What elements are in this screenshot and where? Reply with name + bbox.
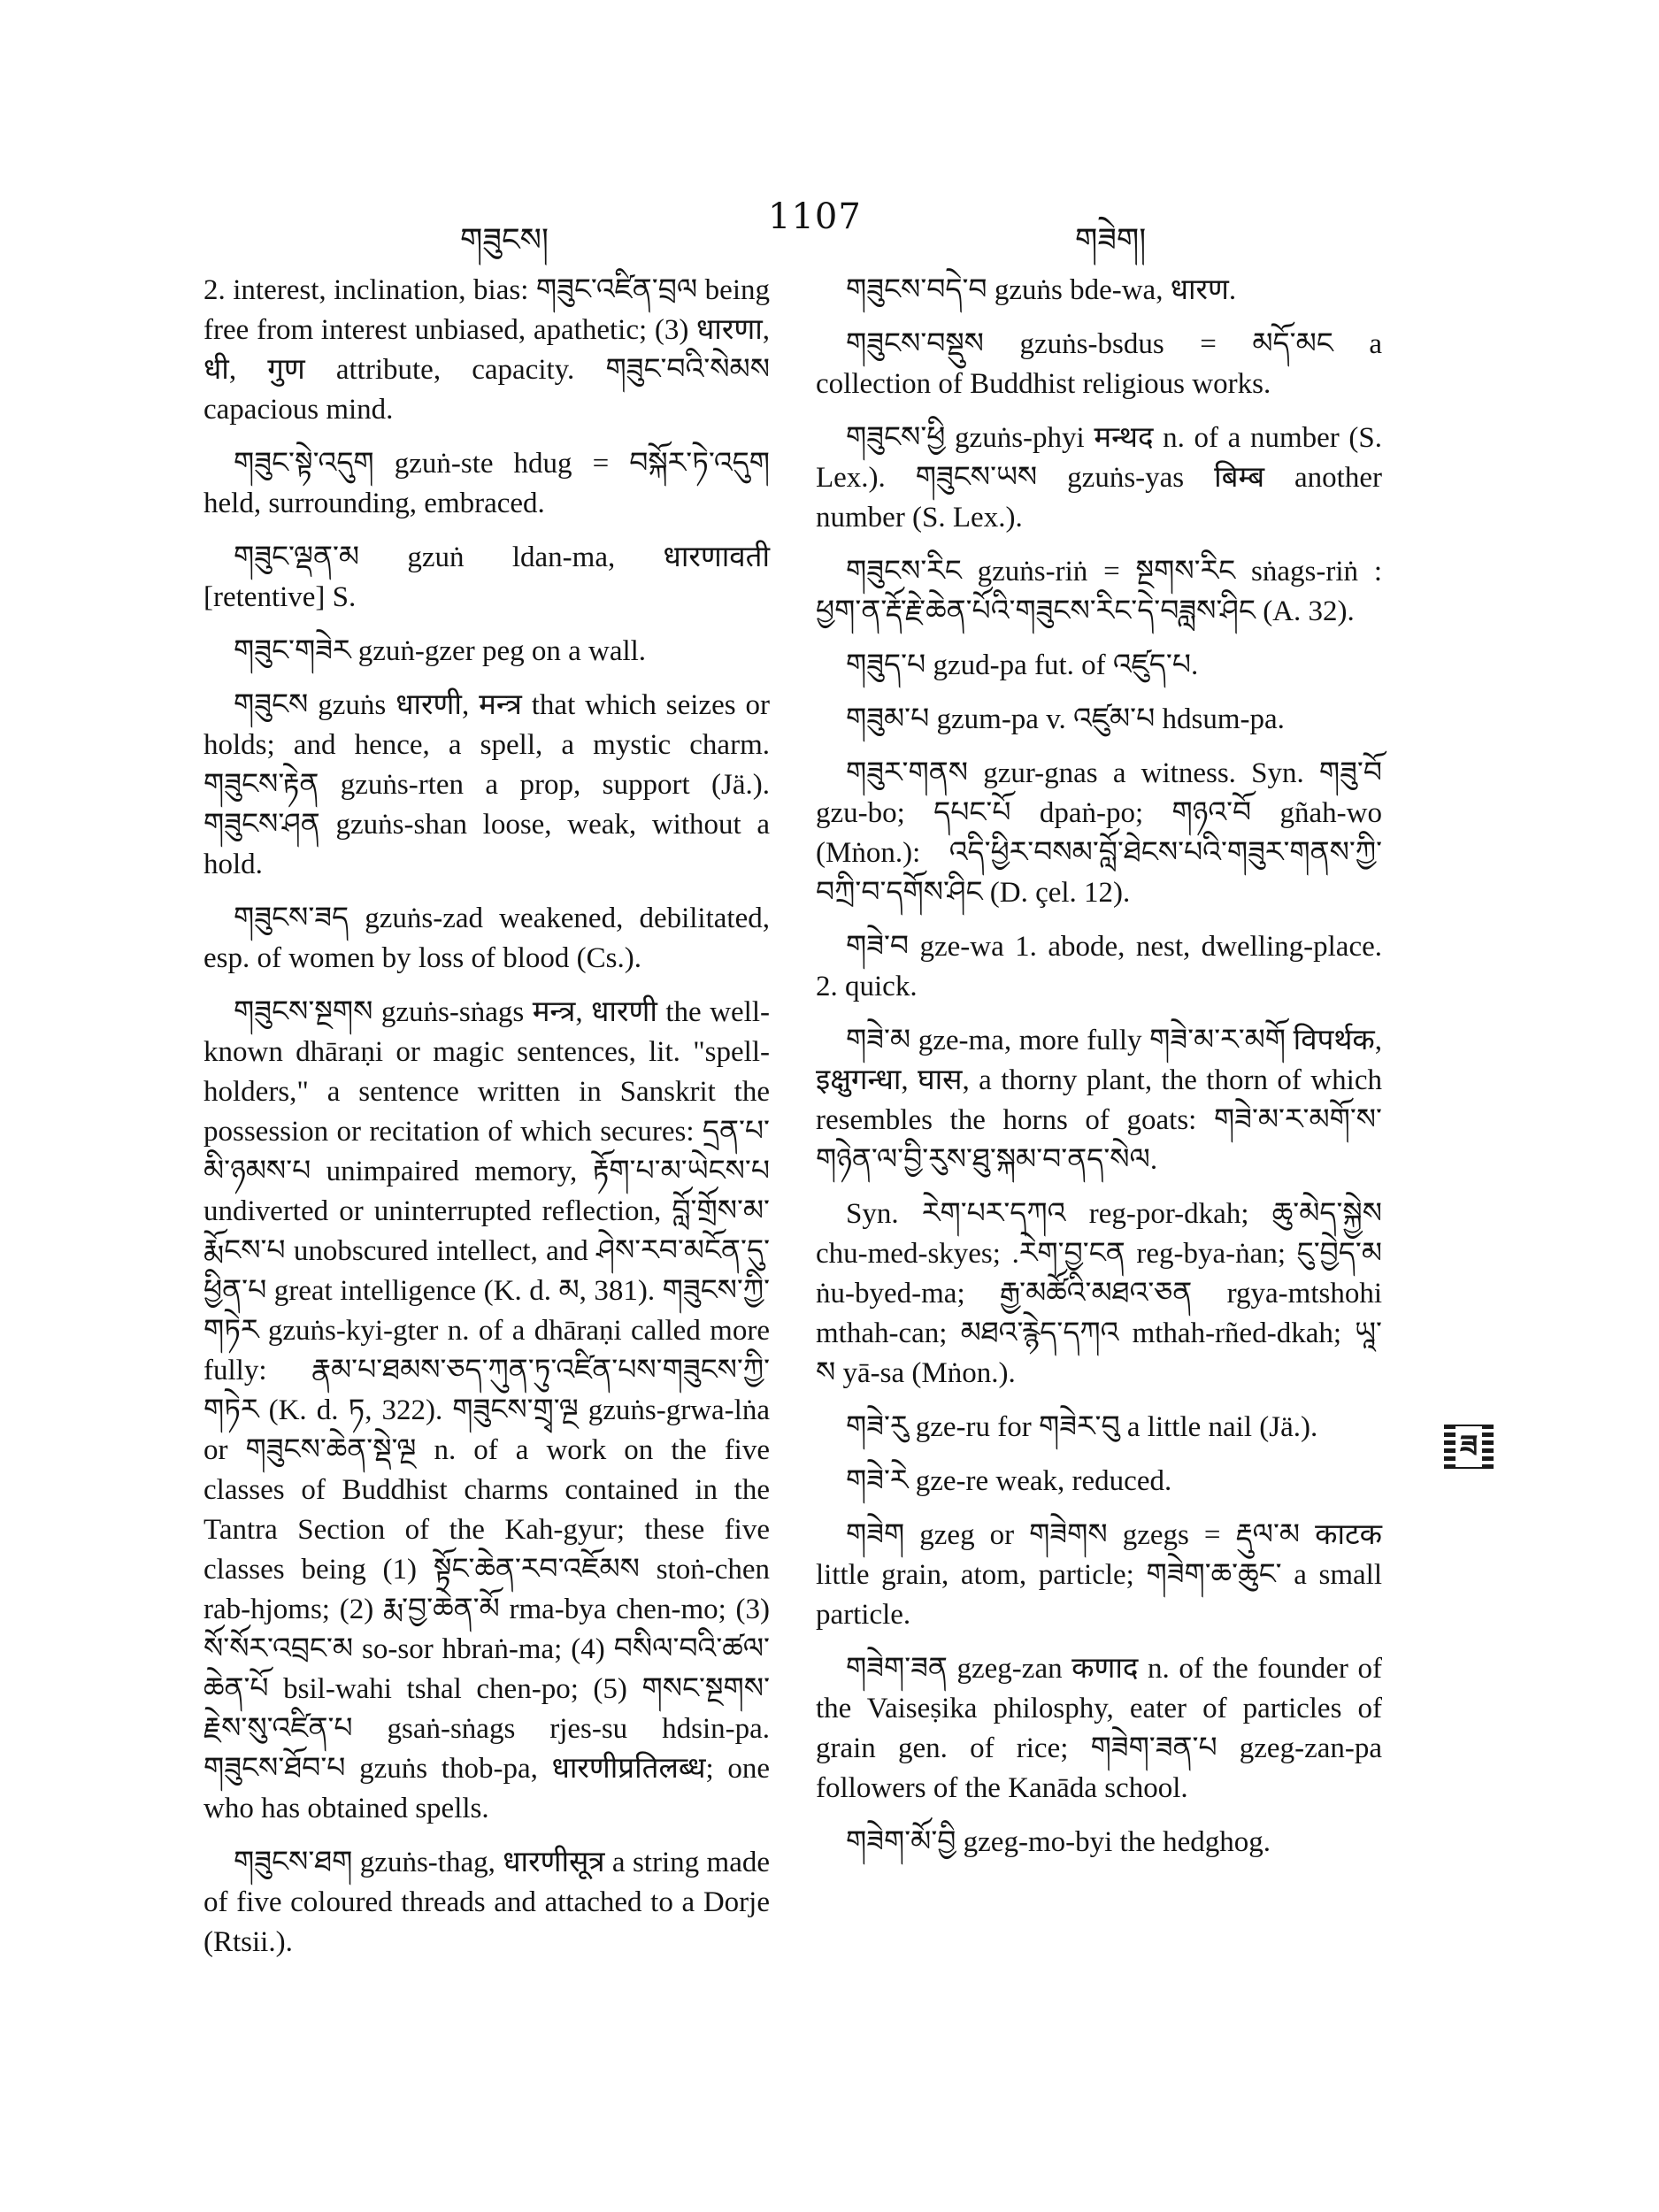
dictionary-entry: གཟུངས་བདེ་བ gzuṅs bde-wa, धारण.	[846, 274, 1237, 306]
running-head-right: གཟེག།	[1075, 222, 1147, 258]
left-column	[204, 271, 770, 1977]
dictionary-entry: གཟུང་སྟེ་འདུག gzuṅ-ste hdug = བསྐོར་ཏེ་འདུག held, surrounding, embraced.	[204, 448, 770, 519]
right-column	[816, 271, 1382, 1877]
dictionary-entry: གཟེག་ཟན gzeg-zan कणाद n. of the founder of the Vaiseṣika philosphy, eater of particles of grain gen. of rice; གཟེག་ཟན་པ gzeg-zan-pa followers of the Kanāda school.	[816, 1653, 1382, 1804]
dictionary-entry: གཟེག gzeg or གཟེགས gzegs = རྡུལ་མ काटक little grain, atom, particle; གཟེག་ཆ་ཆུང་ a small particle.	[816, 1519, 1382, 1631]
dictionary-entry: གཟུད་པ gzud-pa fut. of འཛུད་པ.	[846, 649, 1199, 681]
thumb-index-letter: ཟ	[1455, 1426, 1482, 1467]
dictionary-entry: གཟུངས་ཟད gzuṅs-zad weakened, debilitated, esp. of women by loss of blood (Cs.).	[204, 902, 770, 974]
dictionary-entry: གཟེ་བ gze-wa 1. abode, nest, dwelling-place. 2. quick.	[816, 931, 1382, 1002]
running-head-left: གཟུངས།	[460, 222, 549, 258]
dictionary-entry: 2. interest, inclination, bias: གཟུང་འཛིན་བྲལ being free from interest unbiased, apathetic; (3) धारणा, धी, गुण attribute, capacity. གཟུང་བའི་སེམས capacious mind.	[204, 274, 770, 426]
dictionary-entry: གཟུར་གནས gzur-gnas a witness. Syn. གཟུ་བོ gzu-bo; དཔང་པོ dpaṅ-po; གཉའ་བོ gñah-wo (Mṅon.): འདི་ཕྱིར་བསམ་བློ་ཐེངས་པའི་གཟུར་གནས་ཀྱི་བཀྲི་བ་དགོས་ཤིང (D. çel. 12).	[816, 757, 1382, 909]
dictionary-entry: གཟེ་མ gze-ma, more fully གཟེ་མ་ར་མགོ विपर्थक, इक्षुगन्धा, घास, a thorny plant, the thorn of which resembles the horns of goats: གཟེ་མ་ར་མགོ་ས་གཉེན་ལ་བྱི་རུས་ཐུ་སྐམ་བ་ནད་སེལ.	[816, 1025, 1382, 1176]
dictionary-entry: གཟུངས gzuṅs धारणी, मन्त्र that which seizes or holds; and hence, a spell, a mystic charm. གཟུངས་རྟེན gzuṅs-rten a prop, support (Jä.). གཟུངས་ཤན gzuṅs-shan loose, weak, without a hold.	[204, 689, 770, 880]
dictionary-entry: གཟེ་རུ gze-ru for གཟེར་བུ a little nail (Jä.).	[846, 1411, 1318, 1443]
dictionary-entry: གཟུམ་པ gzum-pa v. འཛུམ་པ hdsum-pa.	[846, 703, 1285, 735]
dictionary-entry: གཟུངས་ཐག gzuṅs-thag, धारणीसूत्र a string made of five coloured threads and attached to a Dorje (Rtsii.).	[204, 1847, 770, 1958]
dictionary-entry: གཟུང་གཟེར gzuṅ-gzer peg on a wall.	[234, 635, 647, 667]
dictionary-entry: གཟུངས་རིང gzuṅs-riṅ = སྔགས་རིང sṅags-riṅ : ཕྱག་ན་རྡོ་རྗེ་ཆེན་པོའི་གཟུངས་རིང་དེ་བཟླས་ཤིང (A. 32).	[816, 556, 1382, 627]
dictionary-entry: གཟུང་ལྡན་མ gzuṅ ldan-ma, धारणावती [retentive] S.	[204, 541, 770, 613]
dictionary-entry: Syn. རེག་པར་དཀའ reg-por-dkah; ཆུ་མེད་སྐྱེས chu-med-skyes; .རེག་བྱ་ངན reg-bya-ṅan; ངུ་བྱེད་མ ṅu-byed-ma; རྒྱ་མཚོའི་མཐའ་ཅན rgya-mtshohi mthah-can; མཐའ་རྙེད་དཀའ mthah-rñed-dkah; ཡཱ་ས yā-sa (Mṅon.).	[816, 1198, 1382, 1389]
dictionary-entry: གཟེ་རེ gze-re weak, reduced.	[846, 1465, 1172, 1497]
dictionary-entry: གཟུངས་བསྡུས gzuṅs-bsdus = མདོ་མང a collection of Buddhist religious works.	[816, 328, 1382, 400]
dictionary-entry: གཟེག་མོ་བྱི gzeg-mo-byi the hedghog.	[846, 1826, 1271, 1858]
page-number: 1107	[768, 196, 862, 237]
dictionary-entry: གཟུངས་ཕྱི gzuṅs-phyi मन्थद n. of a number (S. Lex.). གཟུངས་ཡས gzuṅs-yas बिम्ब another number (S. Lex.).	[816, 422, 1382, 534]
dictionary-entry: གཟུངས་སྔགས gzuṅs-sṅags मन्त्र, धारणी the well-known dhāraṇi or magic sentences, lit. "spell-holders," a sentence written in Sanskrit the possession or recitation of which secures: དྲན་པ་མི་ཉམས་པ unimpaired memory, རྟོག་པ་མ་ཡེངས་པ undiverted or uninterrupted reflection, བློ་གྲོས་མ་རྨོངས་པ unobscured intellect, and ཤེས་རབ་མངོན་དུ་ཕྱིན་པ great intelligence (K. d. མ, 381). གཟུངས་ཀྱི་གཏེར gzuṅs-kyi-gter n. of a dhāraṇi called more fully: རྣམ་པ་ཐམས་ཅད་ཀུན་ཏུ་འཛིན་པས་གཟུངས་ཀྱི་གཏེར (K. d. ཏ, 322). གཟུངས་གྲྭ་ལྔ gzuṅs-grwa-lṅa or གཟུངས་ཆེན་སྡེ་ལྔ n. of a work on the five classes of Buddhist charms contained in the Tantra Section of the Kah-gyur; these five classes being (1) སྟོང་ཆེན་རབ་འཇོམས stoṅ-chen rab-hjoms; (2) རྨ་བྱ་ཆེན་མོ rma-bya chen-mo; (3) སོ་སོར་འབྲང་མ so-sor hbraṅ-ma; (4) བསིལ་བའི་ཚལ་ཆེན་པོ bsil-wahi tshal chen-po; (5) གསང་སྔགས་རྗེས་སུ་འཛིན་པ gsaṅ-sṅags rjes-su hdsin-pa. གཟུངས་ཐོབ་པ gzuṅs thob-pa, धारणीप्रतिलब्ध; one who has obtained spells.	[204, 996, 770, 1824]
